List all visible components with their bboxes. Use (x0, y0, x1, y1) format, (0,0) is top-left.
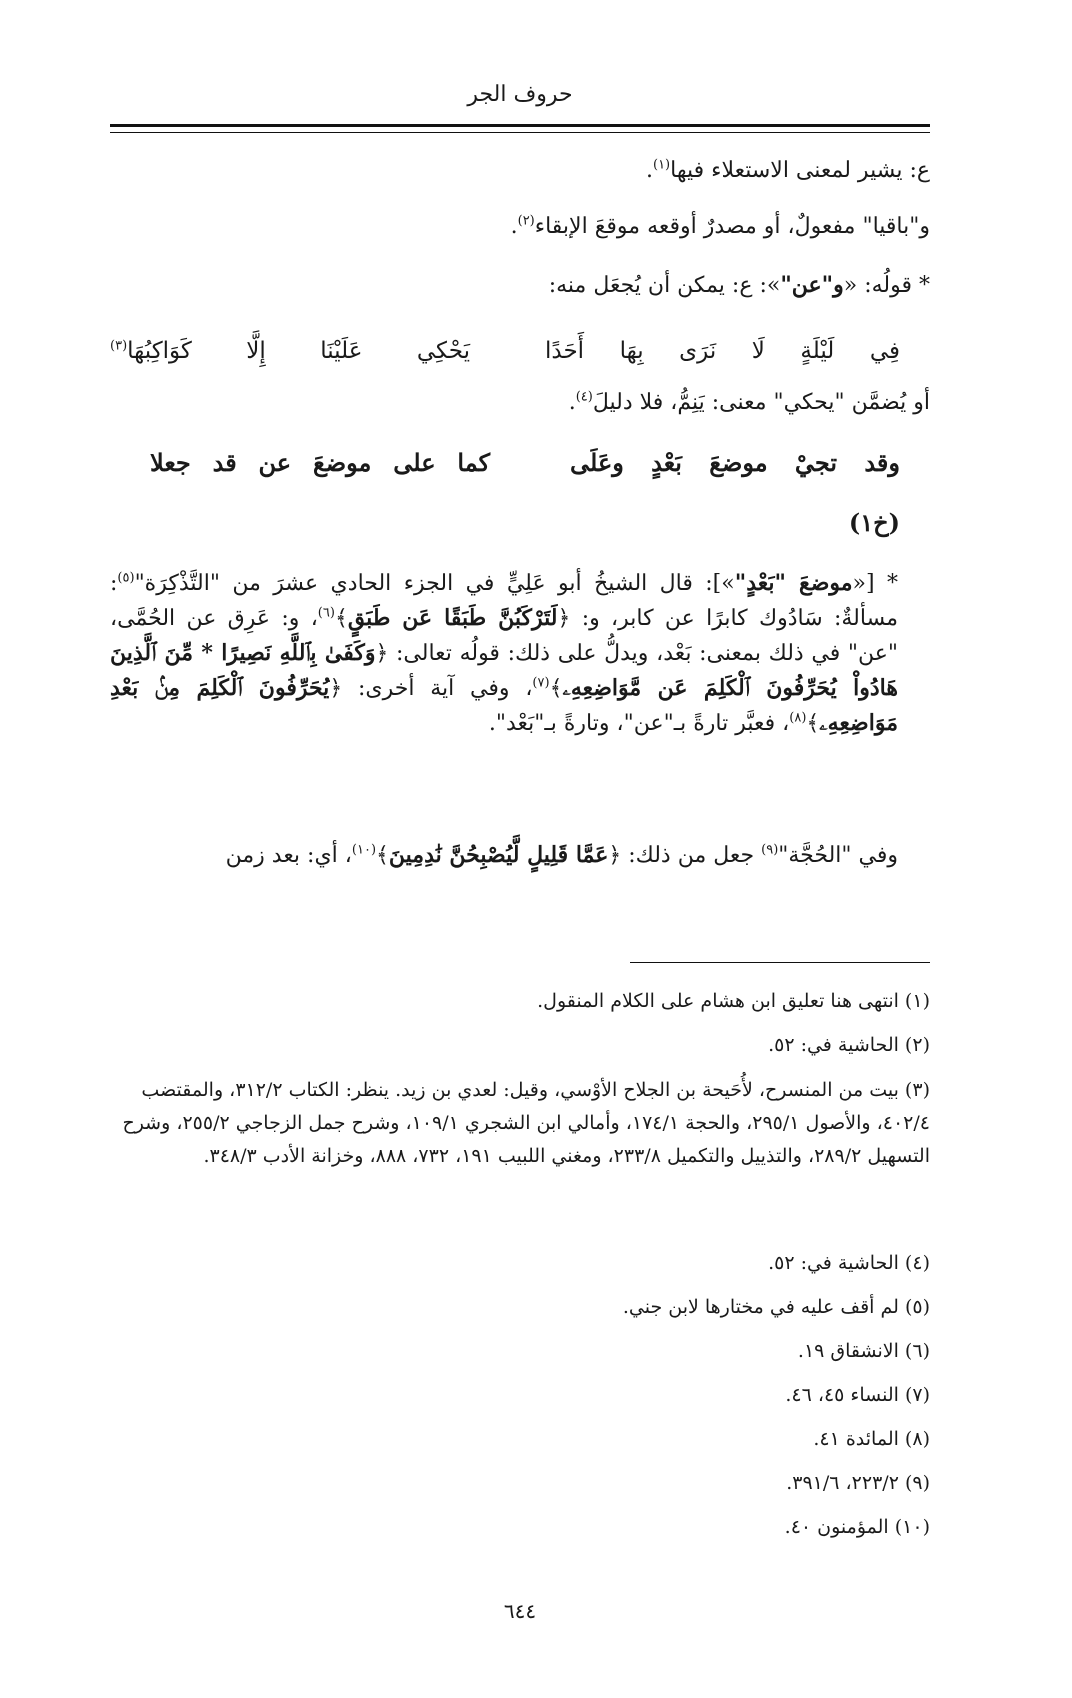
running-header: حروف الجر (467, 82, 573, 107)
footnote-7: (٧) النساء ٤٥، ٤٦. (785, 1384, 930, 1406)
footnote-5: (٥) لم أقف عليه في مختارها لابن جني. (622, 1296, 930, 1318)
quran-quote: يُحَرِّفُونَ ٱلْكَلِمَ مِنۢ بَعْدِ مَوَاضِعِهِۦ (110, 675, 898, 736)
quran-quote: عَمَّا قَلِيلٍ لَّيُصْبِحُنَّ نَٰدِمِينَ (388, 842, 609, 868)
poetry-verse (110, 336, 930, 368)
footnote-ref: (٣) (110, 338, 128, 354)
nazm-tag: (خ١) (848, 508, 900, 537)
footnote-2: (٢) الحاشية في: ٥٢. (768, 1034, 930, 1056)
footnote-3: (٣) بيت من المنسرح، لأُحَيحة بن الجلاح الأوْسي، وقيل: لعدي بن زيد. ينظر: الكتاب ٣١٢/٢، والمقتضب ٤٠٢/٤، والأصول ٢٩٥/١، والحجة ١٧٤/١، وأمالي ابن الشجري ١٠٩/١، وشرح جمل الزجاجي ٢٥٥/٢، وشرح التسهيل ٢٨٩/٢، والتذييل والتكميل ٢٣٣/٨، ومغني اللبيب ١٩١، ٧٣٢، ٨٨٨، وخزانة الأدب ٣٤٨/٣. (122, 1079, 930, 1167)
body-line-3: * قولُه: «و"عن"»: ع: يمكن أن يُجعَل منه: (548, 272, 930, 298)
quoted-term: و"عن" (780, 272, 844, 298)
header-rule-thin (110, 132, 930, 133)
footnote-ref: (٢) (517, 213, 535, 229)
footnote-ref: (٥) (117, 570, 135, 586)
body-line-2: و"باقيا" مفعولٌ، أو مصدرٌ أوقعه موقعَ الإبقاء$^{(٢)}$. (510, 213, 930, 239)
verse-second-hemistich: يَحْكِي عَلَيْنَا إِلَّا كَوَاكِبُهَا$^{(٣)}$ (110, 338, 470, 364)
nazm-verse (110, 446, 930, 482)
footnote-6: (٦) الانشقاق ١٩. (797, 1340, 930, 1362)
nazm-tag-line (110, 506, 930, 542)
commentary-paragraph-1: * [«موضعَ "بَعْدٍ"»]: قال الشيخُ أبو عَلِيٍّ في الجزء الحادي عشرَ من "التَّذْكِرَة"$^{(٥)}$: مسألةٌ: سَادُوك كابرًا عن كابر، و: ﴿لَتَرْكَبُنَّ طَبَقًا عَن طَبَقٍ﴾$^{(٦)}$، و: عَرِق عن الحُمَّى، "عن" في ذلك بمعنى: بَعْد، ويدلُّ على ذلك: قولُه تعالى: ﴿وَكَفَىٰ بِٱللَّهِ نَصِيرًا * مِّنَ ٱلَّذِينَ هَادُواْ يُحَرِّفُونَ ٱلْكَلِمَ عَن مَّوَاضِعِهِۦ﴾$^{(٧)}$، وفي آية أخرى: ﴿يُحَرِّفُونَ ٱلْكَلِمَ مِنۢ بَعْدِ مَوَاضِعِهِۦ﴾$^{(٨)}$، فعبَّر تارةً بـ"عن"، وتارةً بـ"بَعْد". (110, 570, 898, 736)
quran-quote: لَتَرْكَبُنَّ طَبَقًا عَن طَبَقٍ (347, 605, 558, 631)
footnote-ref: (٨) (789, 710, 807, 726)
nazm-first-hemistich: وقد تجيْ موضعَ بَعْدٍ وعَلَى (570, 448, 900, 477)
quoted-term: موضعَ "بَعْدٍ" (734, 570, 853, 596)
footnote-ref: (١٠) (351, 842, 377, 858)
quran-quote: وَكَفَىٰ بِٱللَّهِ نَصِيرًا * مِّنَ ٱلَّذِينَ هَادُواْ يُحَرِّفُونَ ٱلْكَلِمَ عَن مَّوَاضِعِهِۦ (110, 640, 898, 701)
page-number: ٦٤٤ (503, 1599, 537, 1623)
commentary-paragraph-2: وفي "الحُجَّة"$^{(٩)}$ جعل من ذلك: ﴿عَمَّا قَلِيلٍ لَّيُصْبِحُنَّ نَٰدِمِينَ﴾$^{(١٠)}$، أي: بعد زمن (225, 842, 898, 868)
footnote-ref: (٦) (317, 605, 335, 621)
footnote-4: (٤) الحاشية في: ٥٢. (768, 1252, 930, 1274)
footnote-ref: (٩) (761, 842, 779, 858)
nazm-second-hemistich: كما على موضعَ عن قد جعلا (150, 448, 490, 477)
footnote-8: (٨) المائدة ٤١. (813, 1428, 930, 1450)
footnote-ref: (٧) (532, 675, 550, 691)
footnote-1: (١) انتهى هنا تعليق ابن هشام على الكلام المنقول. (537, 990, 930, 1012)
footnote-separator (630, 962, 930, 963)
verse-first-hemistich: فِي لَيْلَةٍ لَا نَرَى بِهَا أَحَدًا (545, 338, 900, 364)
footnote-10: (١٠) المؤمنون ٤٠. (784, 1516, 930, 1538)
header-rule-thick (110, 124, 930, 127)
footnote-ref: (١) (652, 157, 671, 173)
footnote-9: (٩) ٢٢٣/٢، ٣٩١/٦. (786, 1472, 930, 1494)
body-line-1: ع: يشير لمعنى الاستعلاء فيها$^{(١)}$. (645, 157, 930, 183)
footnote-ref: (٤) (575, 389, 593, 405)
body-line-5: أو يُضمَّن "يحكي" معنى: يَنِمُّ، فلا دليلَ$^{(٤)}$. (568, 389, 930, 415)
